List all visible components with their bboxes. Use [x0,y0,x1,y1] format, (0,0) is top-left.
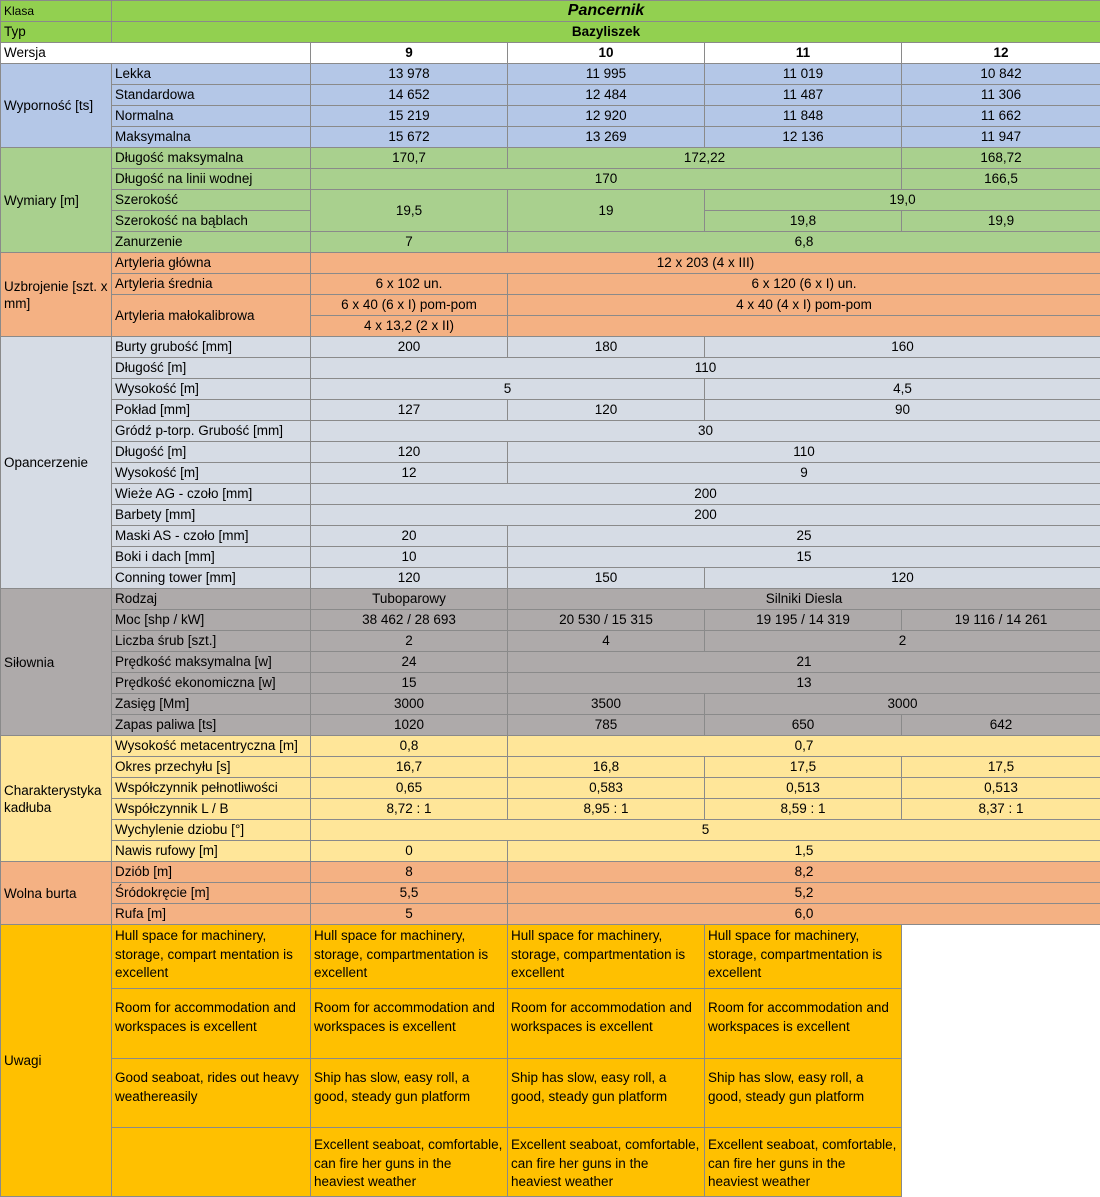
row-label: Zapas paliwa [ts] [112,715,311,736]
cell: 642 [902,715,1100,736]
group-silownia: Siłownia [1,589,112,736]
row-label: Zasięg [Mm] [112,694,311,715]
table-row [1,337,1100,358]
note-cell [112,1128,311,1197]
cell: 4 x 13,2 (2 x II) [311,316,508,337]
row-label: Burty grubość [mm] [112,337,311,358]
note-cell: Ship has slow, easy roll, a good, steady gun platform [311,1059,508,1128]
table-row [1,925,1100,989]
table-row [1,274,1100,295]
cell: 20 [311,526,508,547]
note-cell: Excellent seaboat, comfortable, can fire her guns in the heaviest weather [508,1128,705,1197]
row-label: Maski AS - czoło [mm] [112,526,311,547]
row-label: Artyleria małokalibrowa [112,295,311,337]
table-row [1,757,1100,778]
cell: 2 [705,631,1100,652]
cell: 11 019 [705,64,902,85]
note-cell: Hull space for machinery, storage, compart mentation is excellent [112,925,311,989]
cell: 19,0 [705,190,1100,211]
cell: 16,7 [311,757,508,778]
cell: 200 [311,505,1100,526]
cell: 15 219 [311,106,508,127]
cell: 0,513 [705,778,902,799]
row-label: Wysokość metacentryczna [m] [112,736,311,757]
table-row [1,694,1100,715]
cell: 172,22 [508,148,902,169]
row-label: Szerokość na bąblach [112,211,311,232]
cell: 8,37 : 1 [902,799,1100,820]
note-cell: Good seaboat, rides out heavy weathereasily [112,1059,311,1128]
row-label: Pokład [mm] [112,400,311,421]
table-row [1,1059,1100,1128]
cell: 120 [311,568,508,589]
cell: 166,5 [902,169,1100,190]
row-label: Długość na linii wodnej [112,169,311,190]
cell: 200 [311,337,508,358]
cell: 1020 [311,715,508,736]
cell: 14 652 [311,85,508,106]
row-label: Artyleria główna [112,253,311,274]
cell: 12 920 [508,106,705,127]
cell: 170,7 [311,148,508,169]
cell: 12 x 203 (4 x III) [311,253,1100,274]
cell: 12 136 [705,127,902,148]
table-row [1,652,1100,673]
table-row [1,379,1100,400]
row-label: Prędkość ekonomiczna [w] [112,673,311,694]
cell: 15 [508,547,1100,568]
table-row [1,85,1100,106]
row-label: Dziób [m] [112,862,311,883]
cell: 110 [311,358,1100,379]
row-label: Długość [m] [112,442,311,463]
table-row [1,442,1100,463]
table-row [1,883,1100,904]
wersja-label: Wersja [1,43,311,64]
row-label: Szerokość [112,190,311,211]
group-uwagi: Uwagi [1,925,112,1197]
cell: 20 530 / 15 315 [508,610,705,631]
cell: 13 [508,673,1100,694]
cell: 13 978 [311,64,508,85]
cell: 13 269 [508,127,705,148]
cell: 19 195 / 14 319 [705,610,902,631]
note-cell: Hull space for machinery, storage, compartmentation is excellent [705,925,902,989]
table-row [1,841,1100,862]
cell: 15 672 [311,127,508,148]
cell: 10 842 [902,64,1100,85]
cell: 30 [311,421,1100,442]
note-cell: Excellent seaboat, comfortable, can fire her guns in the heaviest weather [311,1128,508,1197]
row-label: Artyleria średnia [112,274,311,295]
note-cell: Room for accommodation and workspaces is excellent [112,989,311,1059]
note-cell: Hull space for machinery, storage, compartmentation is excellent [311,925,508,989]
cell: 0 [311,841,508,862]
group-wolna-burta: Wolna burta [1,862,112,925]
cell: 17,5 [902,757,1100,778]
row-label: Współczynnik pełnotliwości [112,778,311,799]
table-row [1,568,1100,589]
cell: 6,8 [508,232,1100,253]
cell: 15 [311,673,508,694]
note-cell: Excellent seaboat, comfortable, can fire her guns in the heaviest weather [705,1128,902,1197]
version-11: 11 [705,43,902,64]
cell: 11 947 [902,127,1100,148]
cell: 17,5 [705,757,902,778]
cell: 150 [508,568,705,589]
table-row [1,989,1100,1059]
cell: 650 [705,715,902,736]
klasa-value: Pancernik [112,1,1100,22]
version-9: 9 [311,43,508,64]
row-label: Zanurzenie [112,232,311,253]
row-label: Conning tower [mm] [112,568,311,589]
group-wypornosc: Wyporność [ts] [1,64,112,148]
cell: Tuboparowy [311,589,508,610]
row-label: Współczynnik L / B [112,799,311,820]
cell: 8,2 [508,862,1100,883]
cell: 4,5 [705,379,1100,400]
table-row [1,526,1100,547]
table-row [1,64,1100,85]
table-row [1,232,1100,253]
cell: 12 484 [508,85,705,106]
cell: 6 x 120 (6 x I) un. [508,274,1100,295]
cell: 2 [311,631,508,652]
note-cell: Room for accommodation and workspaces is excellent [705,989,902,1059]
cell: 0,8 [311,736,508,757]
row-label: Śródokręcie [m] [112,883,311,904]
row-label: Wysokość [m] [112,463,311,484]
cell: 19,9 [902,211,1100,232]
cell: Silniki Diesla [508,589,1100,610]
row-label: Rodzaj [112,589,311,610]
table-row [1,799,1100,820]
cell: 10 [311,547,508,568]
cell: 25 [508,526,1100,547]
cell: 7 [311,232,508,253]
cell: 120 [508,400,705,421]
note-cell: Hull space for machinery, storage, compartmentation is excellent [508,925,705,989]
cell: 4 [508,631,705,652]
cell: 160 [705,337,1100,358]
cell: 19,5 [311,190,508,232]
cell: 11 995 [508,64,705,85]
cell: 8,95 : 1 [508,799,705,820]
cell: 168,72 [902,148,1100,169]
version-12: 12 [902,43,1100,64]
table-row [1,820,1100,841]
cell: 21 [508,652,1100,673]
version-10: 10 [508,43,705,64]
row-label: Maksymalna [112,127,311,148]
table-row [1,589,1100,610]
group-uzbrojenie: Uzbrojenie [szt. x mm] [1,253,112,337]
table-row [1,904,1100,925]
table-row [1,127,1100,148]
table-row [1,169,1100,190]
row-label: Długość maksymalna [112,148,311,169]
table-row [1,715,1100,736]
cell: 170 [311,169,902,190]
row-label: Gródź p-torp. Grubość [mm] [112,421,311,442]
cell: 200 [311,484,1100,505]
row-label: Długość [m] [112,358,311,379]
row-label: Lekka [112,64,311,85]
row-label: Normalna [112,106,311,127]
table-row [1,547,1100,568]
cell: 11 662 [902,106,1100,127]
row-label: Boki i dach [mm] [112,547,311,568]
cell: 785 [508,715,705,736]
typ-row [1,22,1100,43]
cell: 110 [508,442,1100,463]
cell: 1,5 [508,841,1100,862]
typ-value: Bazyliszek [112,22,1100,43]
table-row [1,295,1100,316]
table-row [1,106,1100,127]
typ-label: Typ [1,22,112,43]
cell: 8 [311,862,508,883]
row-label: Wieże AG - czoło [mm] [112,484,311,505]
cell: 19,8 [705,211,902,232]
cell: 16,8 [508,757,705,778]
table-row [1,505,1100,526]
note-cell: Ship has slow, easy roll, a good, steady gun platform [508,1059,705,1128]
cell: 19 [508,190,705,232]
cell: 11 306 [902,85,1100,106]
table-row [1,673,1100,694]
group-opancerzenie: Opancerzenie [1,337,112,589]
row-label: Prędkość maksymalna [w] [112,652,311,673]
cell: 8,59 : 1 [705,799,902,820]
row-label: Moc [shp / kW] [112,610,311,631]
group-kadlub: Charakterystyka kadłuba [1,736,112,862]
klasa-label: Klasa [1,1,112,22]
cell: 120 [311,442,508,463]
row-label: Wychylenie dziobu [°] [112,820,311,841]
cell: 4 x 40 (4 x I) pom-pom [508,295,1100,316]
cell: 11 487 [705,85,902,106]
cell: 6 x 40 (6 x I) pom-pom [311,295,508,316]
cell: 5,5 [311,883,508,904]
cell: 5 [311,904,508,925]
note-cell: Room for accommodation and workspaces is excellent [508,989,705,1059]
table-row [1,862,1100,883]
cell: 0,7 [508,736,1100,757]
table-row [1,631,1100,652]
table-row [1,253,1100,274]
cell: 6 x 102 un. [311,274,508,295]
table-row [1,358,1100,379]
table-row [1,610,1100,631]
wersja-row [1,43,1100,64]
table-row [1,148,1100,169]
row-label: Rufa [m] [112,904,311,925]
cell: 0,65 [311,778,508,799]
cell: 127 [311,400,508,421]
cell: 180 [508,337,705,358]
cell: 11 848 [705,106,902,127]
row-label: Okres przechyłu [s] [112,757,311,778]
cell: 90 [705,400,1100,421]
cell: 3500 [508,694,705,715]
cell: 0,583 [508,778,705,799]
cell: 9 [508,463,1100,484]
row-label: Barbety [mm] [112,505,311,526]
cell: 8,72 : 1 [311,799,508,820]
row-label: Standardowa [112,85,311,106]
klasa-row [1,1,1100,22]
note-cell: Ship has slow, easy roll, a good, steady gun platform [705,1059,902,1128]
cell: 12 [311,463,508,484]
table-row [1,400,1100,421]
cell: 5,2 [508,883,1100,904]
table-row [1,778,1100,799]
cell: 3000 [705,694,1100,715]
cell: 0,513 [902,778,1100,799]
row-label: Nawis rufowy [m] [112,841,311,862]
note-cell: Room for accommodation and workspaces is excellent [311,989,508,1059]
cell: 6,0 [508,904,1100,925]
table-row [1,1128,1100,1197]
cell: 3000 [311,694,508,715]
table-row [1,190,1100,211]
cell: 5 [311,379,705,400]
cell: 5 [311,820,1100,841]
cell: 120 [705,568,1100,589]
row-label: Wysokość [m] [112,379,311,400]
cell: 24 [311,652,508,673]
table-row [1,421,1100,442]
table-row [1,484,1100,505]
table-row [1,463,1100,484]
row-label: Liczba śrub [szt.] [112,631,311,652]
cell: 38 462 / 28 693 [311,610,508,631]
group-wymiary: Wymiary [m] [1,148,112,253]
cell: 19 116 / 14 261 [902,610,1100,631]
cell [508,316,1100,337]
table-row [1,736,1100,757]
